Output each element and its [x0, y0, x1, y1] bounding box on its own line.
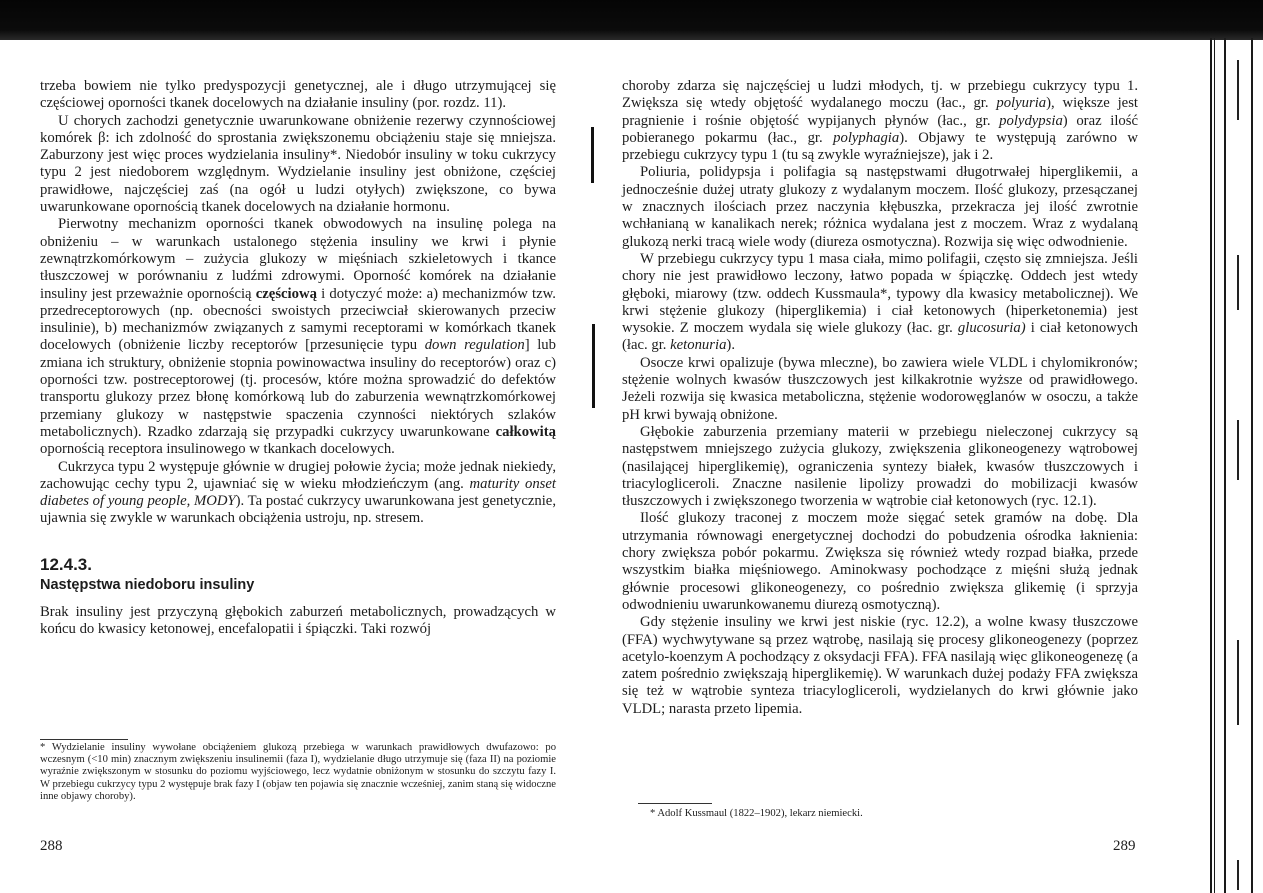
edge-mark — [1237, 255, 1239, 310]
paragraph: choroby zdarza się najczęściej u ludzi młodych, tj. w przebiegu cukrzycy typu 1. Zwiększa się wtedy objętość wydalanego moczu (łac., gr. polyuria), większe jest pragnienie i rośnie objętość wypijanych płynów (łac., gr. polydypsia) oraz ilość pobieranego pokarmu (łac., gr. polyphagia). Objawy te występują zarówno w przebiegu cukrzycy typu 1 (tu są zwykle wyraźniejsze), jak i 2. — [622, 78, 1139, 164]
emphasis: całkowitą — [495, 423, 556, 440]
paragraph: Głębokie zaburzenia przemiany materii w przebiegu nieleczonej cukrzycy są następstwem mniejszego zużycia glukozy, zwiększenia glikoneogenezy wątrobowej (nasilającej hiperglikemię), ograniczenia syntezy białek, kwasów tłuszczowych i triacylogliceroli. Znaczne nasilenie lipolizy prowadzi do mobilizacji kwasów tłuszczowych i zwiększonego tworzenia w wątrobie ciał ketonowych (ryc. 12.1). — [622, 423, 1138, 510]
page-edge-line — [1214, 38, 1215, 893]
term: polydypsia — [999, 112, 1063, 129]
term: polyphagia — [833, 129, 900, 146]
emphasis: częściową — [255, 285, 317, 302]
scanner-shadow-band — [0, 0, 1263, 40]
paragraph: trzeba bowiem nie tylko predyspozycji genetycznej, ale i długo utrzymującej się częściowej oporności tkanek docelowych na działanie insuliny (por. rozdz. 11). — [40, 78, 556, 112]
edge-mark — [1237, 640, 1239, 725]
footnote: * Wydzielanie insuliny wywołane obciążeniem glukozą przebiega w warunkach prawidłowych dwufazowo: po wczesnym (<10 min) znacznym zwiększeniu insulinemii (faza I), wydzielanie długo utrzymuje się (faza II) na poziomie wyraźnie zwiększonym w stosunku do poziomu wyjściowego, lecz wydatnie obniżonym w stosunku do szczytu fazy I. W przebiegu cukrzycy typu 2 występuje brak fazy I (objaw ten pojawia się znacznie wcześniej, zanim staną się widoczne inne objawy choroby). — [40, 742, 556, 802]
paragraph: U chorych zachodzi genetycznie uwarunkowane obniżenie rezerwy czynnościowej komórek β: ich zdolność do sprostania zwiększonemu obciążeniu staje się mniejsza. Zaburzony jest więc proces wydzielania insuliny*. Niedobór insuliny w toku cukrzycy typu 2 jest niedoborem względnym. Wydzielanie insuliny jest obniżone, częściej prawidłowe, najczęściej zaś (na ogół u ludzi otyłych) zwiększone, co bywa uwarunkowane opornością tkanek docelowych na działanie hormonu. — [40, 112, 556, 216]
paragraph: Ilość glukozy traconej z moczem może sięgać setek gramów na dobę. Dla utrzymania równowagi energetycznej dochodzi do pobudzenia ośrodka łaknienia: chory zwiększa pobór pokarmu. Zwiększa się również wtedy rozpad białka, przede wszystkim białka mięśniowego. Aminokwasy pochodzące z mięśni służą jednak głównie procesowi glikoneogenezy, co pośrednio zwiększa glikemię (i sprzyja odwodnieniu uwarunkowanemu diurezą osmotyczną). — [622, 510, 1138, 613]
page-edge-line — [1251, 38, 1253, 893]
page-number: 288 — [40, 838, 63, 854]
left-page-text — [40, 78, 556, 638]
footnote-rule — [638, 803, 712, 804]
paragraph: Cukrzyca typu 2 występuje głównie w drugiej połowie życia; może jednak niekiedy, zachowując cechy typu 2, ujawniać się w wieku młodzieńczym (ang. maturity onset diabetes of young people, MODY). Ta postać cukrzycy uwarunkowana jest genetycznie, ujawnia się zwykle w warunkach obciążenia ustroju, np. stresem. — [40, 458, 556, 527]
term: glucosuria) — [957, 320, 1026, 337]
margin-bar — [592, 324, 595, 408]
term: down regulation — [424, 337, 525, 354]
term: maturity onset diabetes of young people, MODY — [40, 475, 556, 510]
footnote-rule — [40, 739, 128, 740]
edge-mark — [1237, 420, 1239, 480]
page-edge-line — [1210, 38, 1212, 893]
footnote: * Adolf Kussmaul (1822–1902), lekarz niemiecki. — [650, 808, 863, 819]
edge-mark — [1237, 860, 1239, 890]
paragraph: W przebiegu cukrzycy typu 1 masa ciała, mimo polifagii, często się zmniejsza. Jeśli chory nie jest prawidłowo leczony, łatwo popada w śpiączkę. Oddech jest wtedy głęboki, miarowy (tzw. oddech Kussmaula*, typowy dla kwasicy metabolicznej). We krwi stężenie glukozy (hiperglikemia) i ciał ketonowych (hiperketonemia) jest wysokie. Z moczem wydala się wiele glukozy (łac. gr. glucosuria) i ciał ketonowych (łac. gr. ketonuria). — [622, 250, 1138, 354]
term: ketonuria — [670, 337, 727, 354]
paragraph: Poliuria, polidypsja i polifagia są następstwami długotrwałej hiperglikemii, a jednocześnie dużej utraty glukozy z wydalanym moczem. Ilość glukozy, przesączanej w znacznych ilościach przez naczynia kłębuszka, przekracza jej ilość zwrotnie wchłanianą w kanalikach nerek; różnica wydalana jest z moczem. Wraz z wydalaną glukozą nerki tracą wiele wody (diureza osmotyczna). Rozwija się więc odwodnienie. — [622, 164, 1138, 250]
section-number: 12.4.3. — [40, 554, 92, 574]
margin-bar — [591, 127, 594, 183]
paragraph: Osocze krwi opalizuje (bywa mleczne), bo zawiera wiele VLDL i chylomikronów; stężenie wolnych kwasów tłuszczowych jest kilkakrotnie wyższe od prawidłowego. Jeżeli rozwija się kwasica metaboliczna, stężenie wodorowęglanów w osoczu, a także pH krwi bywają obniżone. — [622, 354, 1138, 423]
paragraph: Gdy stężenie insuliny we krwi jest niskie (ryc. 12.2), a wolne kwasy tłuszczowe (FFA) wychwytywane są przez wątrobę, nasilają się procesy glikoneogenezy (poprzez acetylo-koenzym A pochodzący z oksydacji FFA). FFA nasilają więc glikoneogenezę (a zatem pośrednio zwiększają hiperglikemię). W warunkach dużej podaży FFA zwiększa się też w wątrobie synteza triacylogliceroli, wydzielanych do krwi głównie jako VLDL; narasta przeto lipemia. — [622, 614, 1138, 717]
term: polyuria — [996, 95, 1047, 112]
right-page-text — [622, 78, 1138, 718]
section-title: Następstwa niedoboru insuliny — [40, 576, 255, 593]
paragraph: Brak insuliny jest przyczyną głębokich zaburzeń metabolicznych, prowadzących w końcu do kwasicy ketonowej, encefalopatii i śpiączki. Taki rozwój — [40, 603, 556, 638]
page-edge-line — [1224, 38, 1226, 893]
edge-mark — [1237, 60, 1239, 120]
section-heading — [40, 554, 556, 594]
paragraph: Pierwotny mechanizm oporności tkanek obwodowych na insulinę polega na obniżeniu – w warunkach ustalonego stężenia insuliny we krwi i płynie zewnątrzkomórkowym – zużycia glukozy w mięśniach szkieletowych i tkance tłuszczowej w porównaniu z ludźmi zdrowymi. Oporność komórek na działanie insuliny jest przeważnie opornością częściową i dotyczyć może: a) mechanizmów tzw. przedreceptorowych (np. obecności swoistych przeciwciał skierowanych przeciw insulinie), b) mechanizmów związanych z samymi receptorami w komórkach tkanek docelowych (obniżenie liczby receptorów [przesunięcie typu down regulation] lub zmiana ich struktury, obniżenie stopnia powinowactwa insuliny do receptorów) oraz c) oporności tzw. postreceptorowej (tj. procesów, które można sprowadzić do defektów transportu glukozy przez błonę komórkową lub do zaburzenia wewnątrzkomórkowej przemiany glukozy w następstwie spaczenia czynności niektórych szlaków metabolicznych). Rzadko zdarzają się przypadki cukrzycy uwarunkowane całkowitą opornością receptora insulinowego w tkankach docelowych. — [40, 216, 556, 458]
page-number: 289 — [1113, 838, 1136, 854]
